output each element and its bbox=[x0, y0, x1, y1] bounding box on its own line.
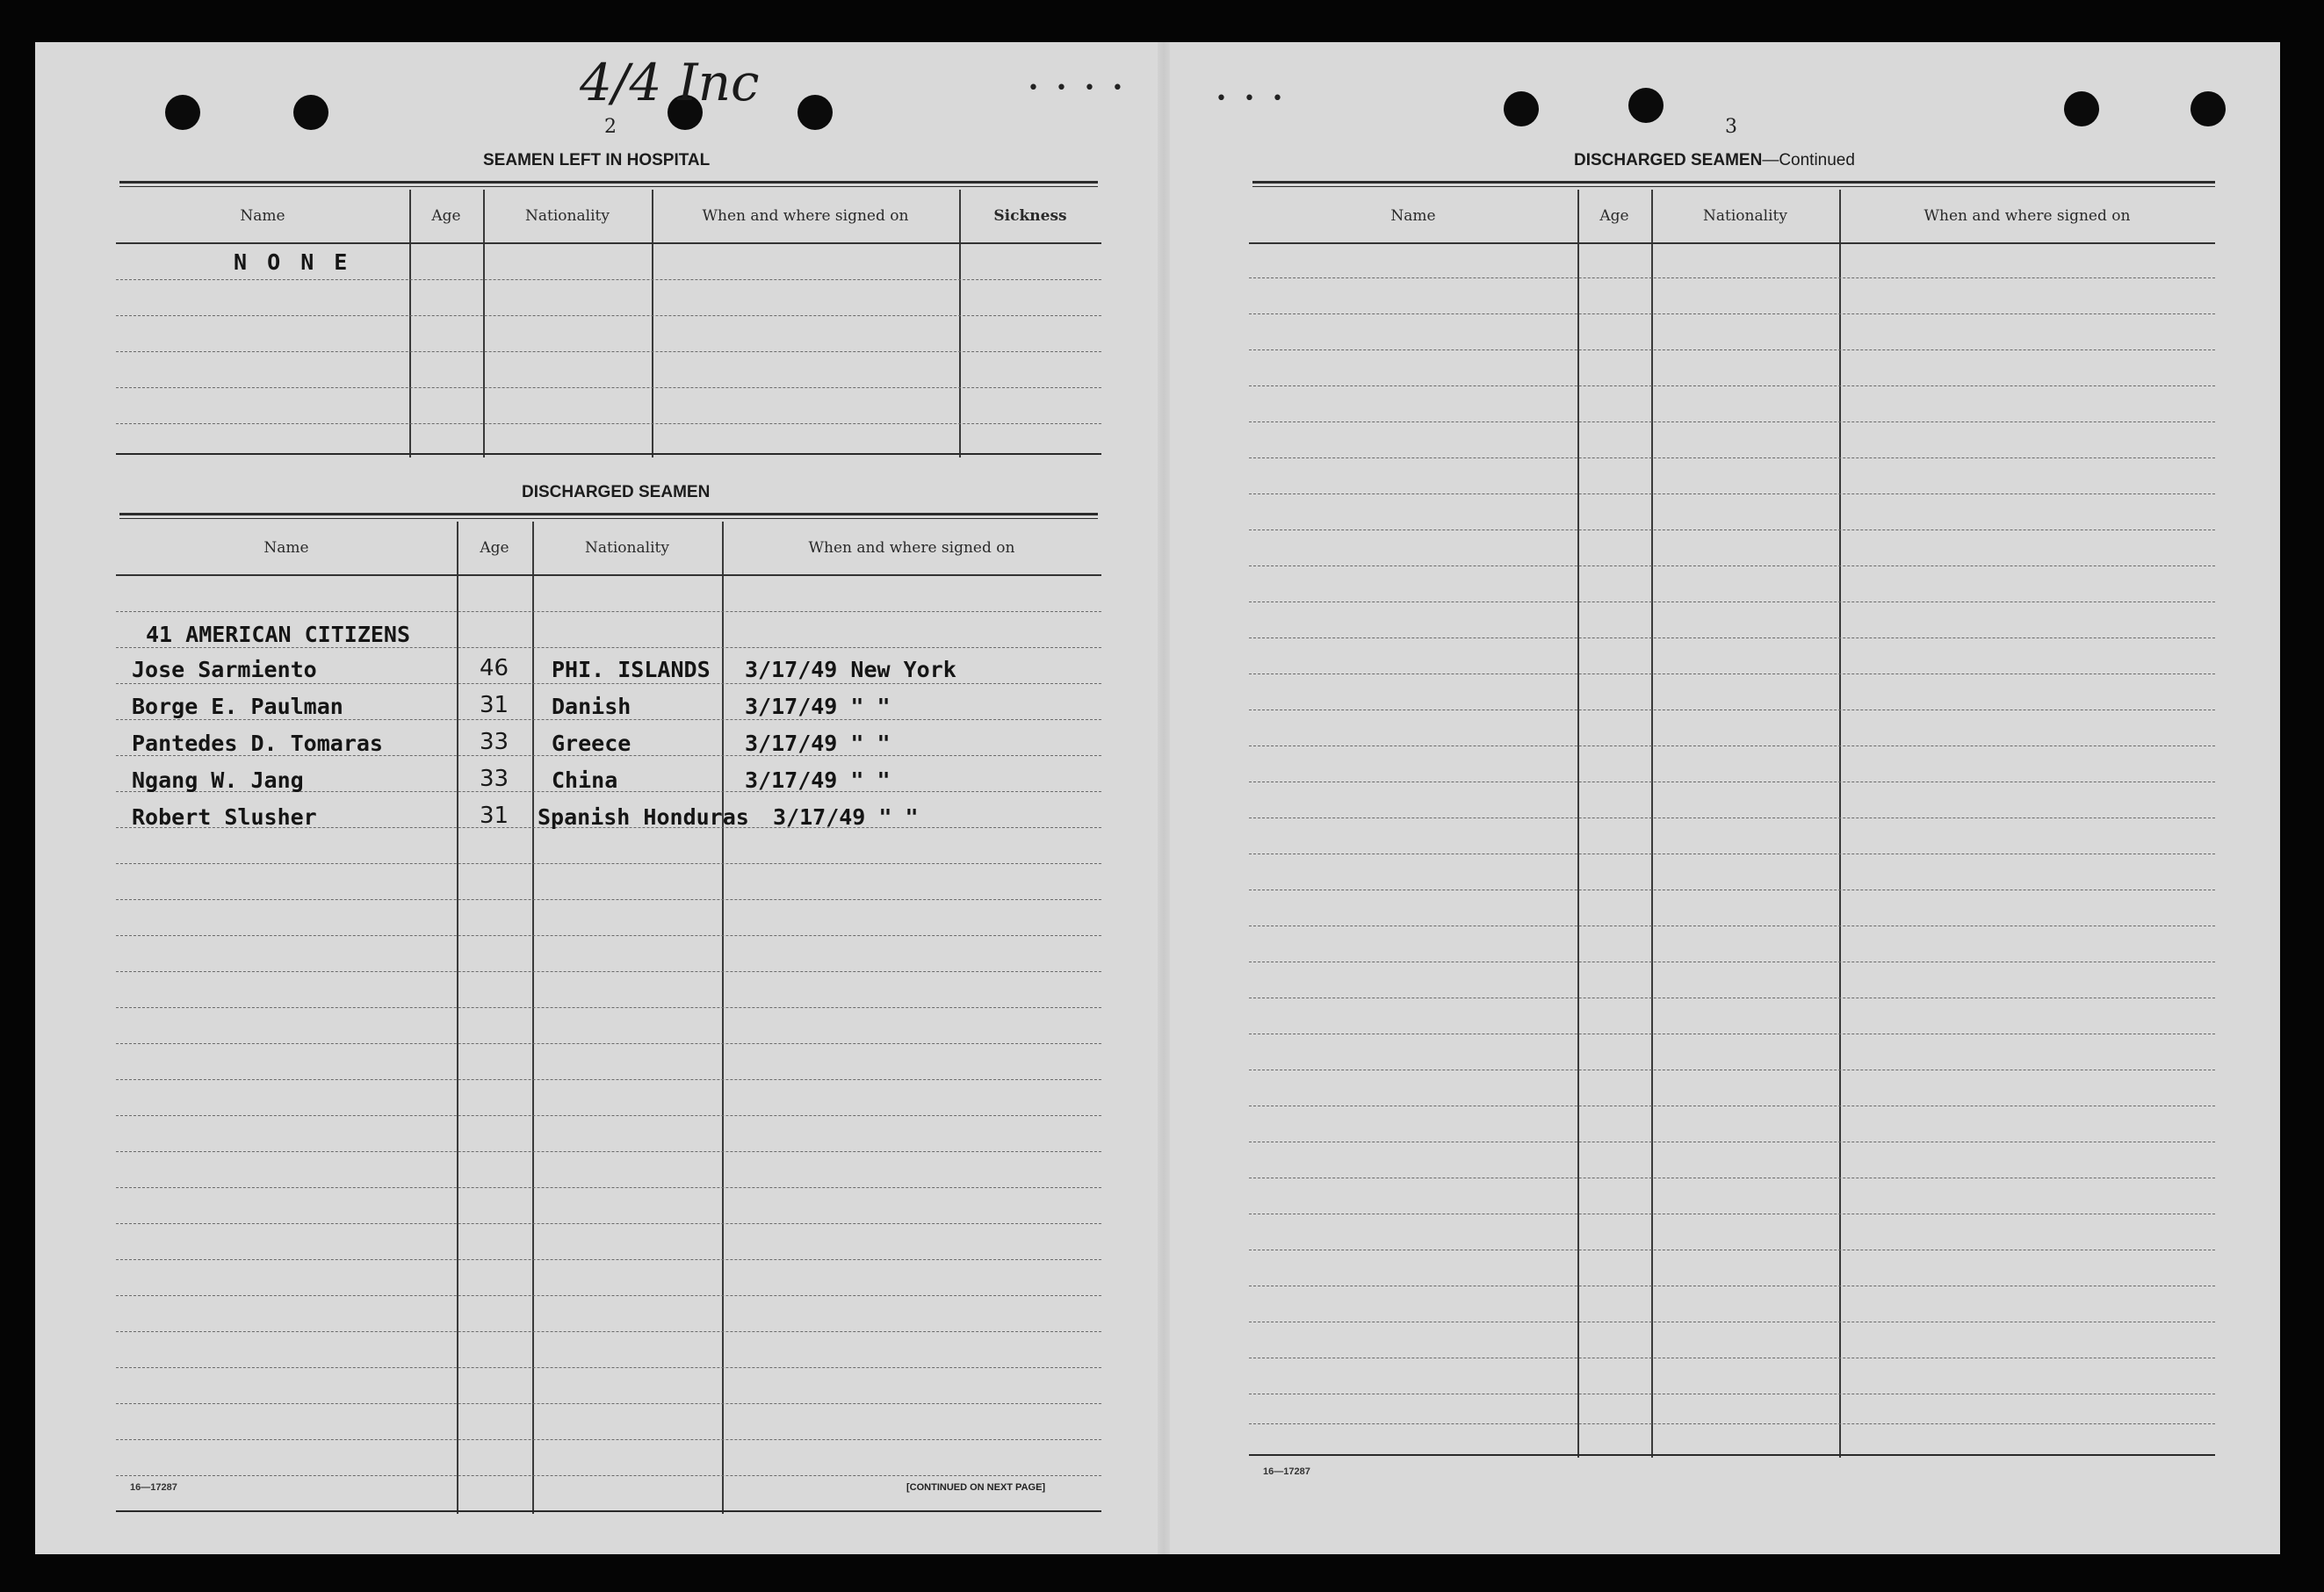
dots-mark: • • • • bbox=[1028, 77, 1129, 99]
row-line bbox=[116, 315, 1101, 316]
discharged-top-rule bbox=[119, 513, 1098, 519]
row-line bbox=[1249, 493, 2215, 494]
header-name: Name bbox=[263, 539, 309, 557]
header-underline bbox=[116, 242, 1101, 244]
header-nationality: Nationality bbox=[1703, 207, 1787, 225]
row-3-name: Pantedes D. Tomaras bbox=[132, 731, 383, 756]
handwritten-note: 4/4 Inc bbox=[580, 53, 760, 112]
header-age: Age bbox=[431, 207, 461, 225]
row-line bbox=[116, 683, 1101, 684]
row-line bbox=[116, 935, 1101, 936]
header-nationality: Nationality bbox=[525, 207, 610, 225]
table-bottom-rule bbox=[1249, 1454, 2215, 1456]
right-top-rule bbox=[1252, 181, 2215, 187]
row-line bbox=[116, 611, 1101, 612]
row-line bbox=[116, 387, 1101, 388]
row-line bbox=[116, 1079, 1101, 1080]
form-code: 16—17287 bbox=[130, 1482, 177, 1493]
column-divider bbox=[652, 190, 653, 457]
column-divider bbox=[1839, 190, 1841, 1458]
column-divider bbox=[457, 522, 458, 1514]
row-line bbox=[116, 863, 1101, 864]
column-divider bbox=[483, 190, 485, 457]
row-line bbox=[116, 1043, 1101, 1044]
row-line bbox=[116, 1367, 1101, 1368]
column-divider bbox=[532, 522, 534, 1514]
table-bottom-rule bbox=[116, 453, 1101, 455]
row-line bbox=[116, 1403, 1101, 1404]
punch-hole bbox=[2064, 91, 2099, 126]
punch-hole bbox=[798, 95, 833, 130]
row-line bbox=[116, 1259, 1101, 1260]
column-divider bbox=[1651, 190, 1653, 1458]
row-4-nationality: China bbox=[552, 767, 618, 793]
row-line bbox=[116, 899, 1101, 900]
row-line bbox=[116, 279, 1101, 280]
column-divider bbox=[959, 190, 961, 457]
row-5-age: 31 bbox=[480, 803, 509, 829]
column-divider bbox=[409, 190, 411, 457]
header-signed-on: When and where signed on bbox=[808, 539, 1015, 557]
header-underline bbox=[1249, 242, 2215, 244]
header-name: Name bbox=[1390, 207, 1436, 225]
group-label: 41 AMERICAN CITIZENS bbox=[146, 622, 411, 647]
discharged-table bbox=[116, 522, 1101, 1514]
row-1-name: Jose Sarmiento bbox=[132, 657, 317, 682]
row-line bbox=[116, 1331, 1101, 1332]
row-line bbox=[116, 1439, 1101, 1440]
row-4-name: Ngang W. Jang bbox=[132, 767, 304, 793]
header-signed-on: When and where signed on bbox=[1923, 207, 2131, 225]
row-line bbox=[1249, 565, 2215, 566]
header-name: Name bbox=[240, 207, 285, 225]
row-3-age: 33 bbox=[480, 729, 509, 755]
row-1-signed-on: 3/17/49 New York bbox=[745, 657, 956, 682]
row-5-signed-on: 3/17/49 " " bbox=[773, 804, 919, 830]
punch-hole bbox=[165, 95, 200, 130]
column-divider bbox=[722, 522, 724, 1514]
row-line bbox=[116, 1223, 1101, 1224]
hospital-table bbox=[116, 190, 1101, 457]
discharged-section-title: DISCHARGED SEAMEN bbox=[522, 483, 711, 501]
punch-hole bbox=[1628, 88, 1664, 123]
header-nationality: Nationality bbox=[585, 539, 669, 557]
punch-hole bbox=[2190, 91, 2226, 126]
row-line bbox=[116, 423, 1101, 424]
row-line bbox=[116, 351, 1101, 352]
row-2-nationality: Danish bbox=[552, 694, 632, 719]
row-5-name: Robert Slusher bbox=[132, 804, 317, 830]
hospital-section-title: SEAMEN LEFT IN HOSPITAL bbox=[483, 151, 711, 169]
row-line bbox=[116, 1295, 1101, 1296]
right-page bbox=[1170, 42, 2280, 1554]
row-line bbox=[1249, 277, 2215, 278]
header-age: Age bbox=[1599, 207, 1629, 225]
right-section-title bbox=[1574, 151, 1855, 170]
row-4-signed-on: 3/17/49 " " bbox=[745, 767, 891, 793]
title-continued: —Continued bbox=[1762, 151, 1855, 169]
punch-hole bbox=[1504, 91, 1539, 126]
form-code: 16—17287 bbox=[1263, 1466, 1310, 1477]
row-line bbox=[116, 719, 1101, 720]
row-line bbox=[116, 1115, 1101, 1116]
header-signed-on: When and where signed on bbox=[702, 207, 909, 225]
punch-hole bbox=[293, 95, 328, 130]
row-3-signed-on: 3/17/49 " " bbox=[745, 731, 891, 756]
page-number: 3 bbox=[1725, 116, 1737, 138]
none-entry: N O N E bbox=[234, 249, 351, 275]
header-underline bbox=[116, 574, 1101, 576]
row-5-nationality: Spanish Honduras bbox=[538, 804, 749, 830]
row-line bbox=[1249, 457, 2215, 458]
row-line bbox=[116, 971, 1101, 972]
continued-note: [CONTINUED ON NEXT PAGE] bbox=[906, 1482, 1046, 1493]
row-line bbox=[1249, 421, 2215, 422]
row-1-age: 46 bbox=[480, 655, 509, 681]
header-age: Age bbox=[480, 539, 509, 557]
row-line bbox=[116, 1475, 1101, 1476]
row-line bbox=[116, 647, 1101, 648]
row-line bbox=[1249, 385, 2215, 386]
left-page bbox=[35, 42, 1158, 1554]
row-line bbox=[1249, 1423, 2215, 1424]
row-1-nationality: PHI. ISLANDS bbox=[552, 657, 711, 682]
row-2-age: 31 bbox=[480, 692, 509, 718]
row-line bbox=[1249, 313, 2215, 314]
column-divider bbox=[1577, 190, 1579, 1458]
header-sickness: Sickness bbox=[993, 207, 1067, 225]
row-line bbox=[1249, 349, 2215, 350]
dots-mark: • • • bbox=[1216, 88, 1288, 110]
row-4-age: 33 bbox=[480, 766, 509, 792]
row-line bbox=[1249, 529, 2215, 530]
table-bottom-rule bbox=[116, 1510, 1101, 1512]
hospital-top-rule bbox=[119, 181, 1098, 187]
row-line bbox=[116, 1151, 1101, 1152]
scanned-document bbox=[35, 42, 2280, 1554]
row-2-signed-on: 3/17/49 " " bbox=[745, 694, 891, 719]
row-3-nationality: Greece bbox=[552, 731, 632, 756]
row-2-name: Borge E. Paulman bbox=[132, 694, 343, 719]
row-line bbox=[116, 1187, 1101, 1188]
row-line bbox=[116, 1007, 1101, 1008]
page-number: 2 bbox=[604, 116, 617, 138]
right-discharged-table bbox=[1249, 190, 2215, 1458]
title-main: DISCHARGED SEAMEN bbox=[1574, 151, 1763, 169]
